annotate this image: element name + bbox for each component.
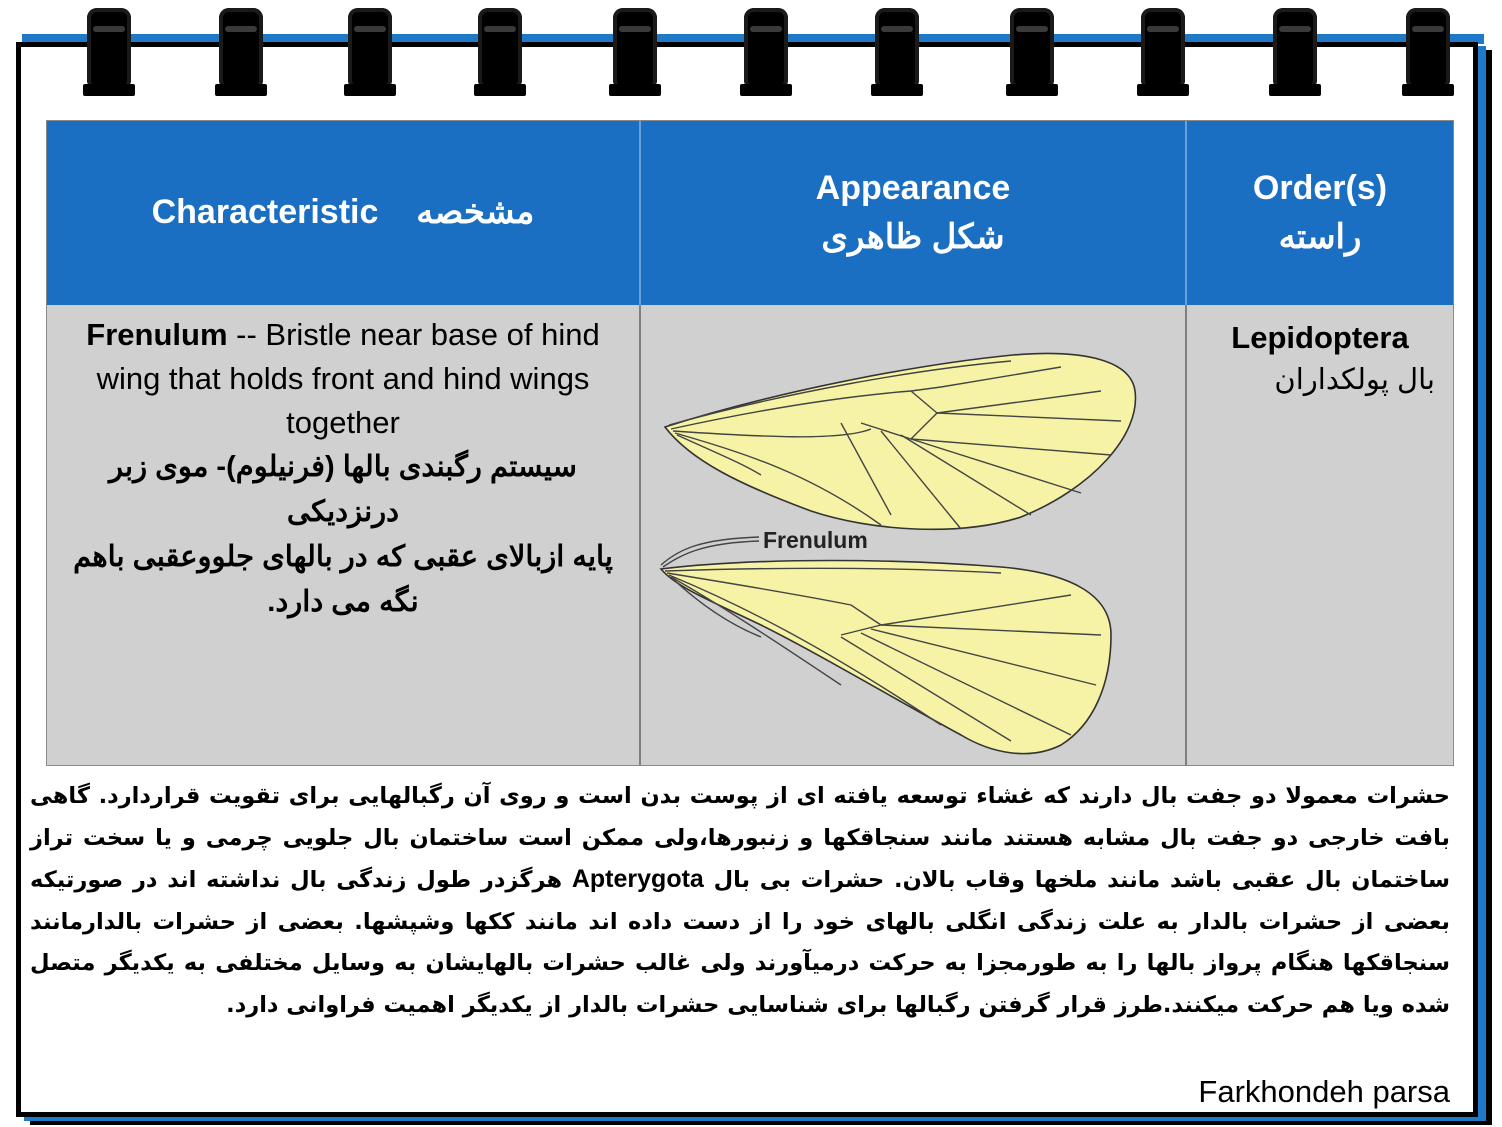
hind-wing <box>661 561 1111 754</box>
description-paragraph <box>30 776 1450 1026</box>
binder-ring-icon <box>219 8 263 90</box>
characteristic-term: Frenulum <box>86 317 228 352</box>
header-appearance-fa: شکل ظاهری <box>821 218 1005 256</box>
order-name: Lepidoptera <box>1231 320 1409 355</box>
header-characteristic-fa: مشخصه <box>416 193 535 232</box>
cell-characteristic <box>47 305 641 765</box>
binder-ring-icon <box>613 8 657 90</box>
binder-ring-icon <box>875 8 919 90</box>
header-characteristic <box>47 121 641 305</box>
characteristics-table <box>46 120 1454 766</box>
paragraph-part-2: هرگزدر طول زندگی بال نداشته اند در صورتیکه بعضی از حشرات بالدار به علت زندگی انگلی بالهای خود را از دست داده اند مانند ککها وشپشها. بعضی از حشرات بالدارمانند سنجاقکها هنگام پرواز بالها را به طورمجزا به حرکت درمیآورند ولی غالب حشرات بالهایشان به وسایل مختلفی به یکدیگر متصل شده ویا هم حرکت میکنند.طرز قرار گرفتن رگبالها برای شناسایی حشرات بالدار از یکدیگر اهمیت فراوانی دارد. <box>30 867 1450 1018</box>
paragraph-part-1: حشرات معمولا دو جفت بال دارند که غشاء توسعه یافته ای از پوست بدن است و روی آن رگبالهایی برای تقویت قراردارد. گاهی بافت خارجی دو جفت بال مشابه هستند مانند سنجاقکها و زنبورها،ولی ممکن است ساختمان بال جلویی چرمی و یا سخت تراز ساختمان بال عقبی باشد مانند ملخها وقاب بالان. حشرات بی بال <box>30 783 1450 893</box>
characteristic-fa-1: سیستم رگبندی بالها (فرنیلوم)- موی زبر درنزدیکی <box>109 451 577 528</box>
author-credit: Farkhondeh parsa <box>1198 1074 1450 1109</box>
header-characteristic-en: Characteristic <box>151 193 379 232</box>
characteristic-en <box>57 313 629 445</box>
header-orders-fa: راسته <box>1278 218 1362 256</box>
cell-order <box>1187 305 1453 765</box>
binder-ring-icon <box>1141 8 1185 90</box>
frenulum-label: Frenulum <box>763 527 868 553</box>
characteristic-definition: -- Bristle near base of hind wing that holds front and hind wings together <box>96 317 600 440</box>
characteristic-fa-2: پایه ازبالای عقبی که در بالهای جلووعقبی باهم نگه می دارد. <box>73 541 613 618</box>
binder-ring-icon <box>744 8 788 90</box>
header-orders-en: Order(s) <box>1252 168 1388 207</box>
binder-ring-icon <box>87 8 131 90</box>
binder-ring-icon <box>1273 8 1317 90</box>
binder-ring-icon <box>1010 8 1054 90</box>
header-appearance-en: Appearance <box>815 168 1011 207</box>
fore-wing <box>665 354 1135 530</box>
paragraph-term: Apterygota <box>571 865 704 893</box>
wing-diagram <box>641 305 1185 763</box>
header-orders <box>1187 121 1453 305</box>
binder-ring-icon <box>478 8 522 90</box>
cell-appearance <box>641 305 1187 765</box>
binder-ring-icon <box>348 8 392 90</box>
binder-ring-icon <box>1406 8 1450 90</box>
header-appearance <box>641 121 1187 305</box>
order-name-fa: بال پولکداران <box>1274 364 1435 396</box>
